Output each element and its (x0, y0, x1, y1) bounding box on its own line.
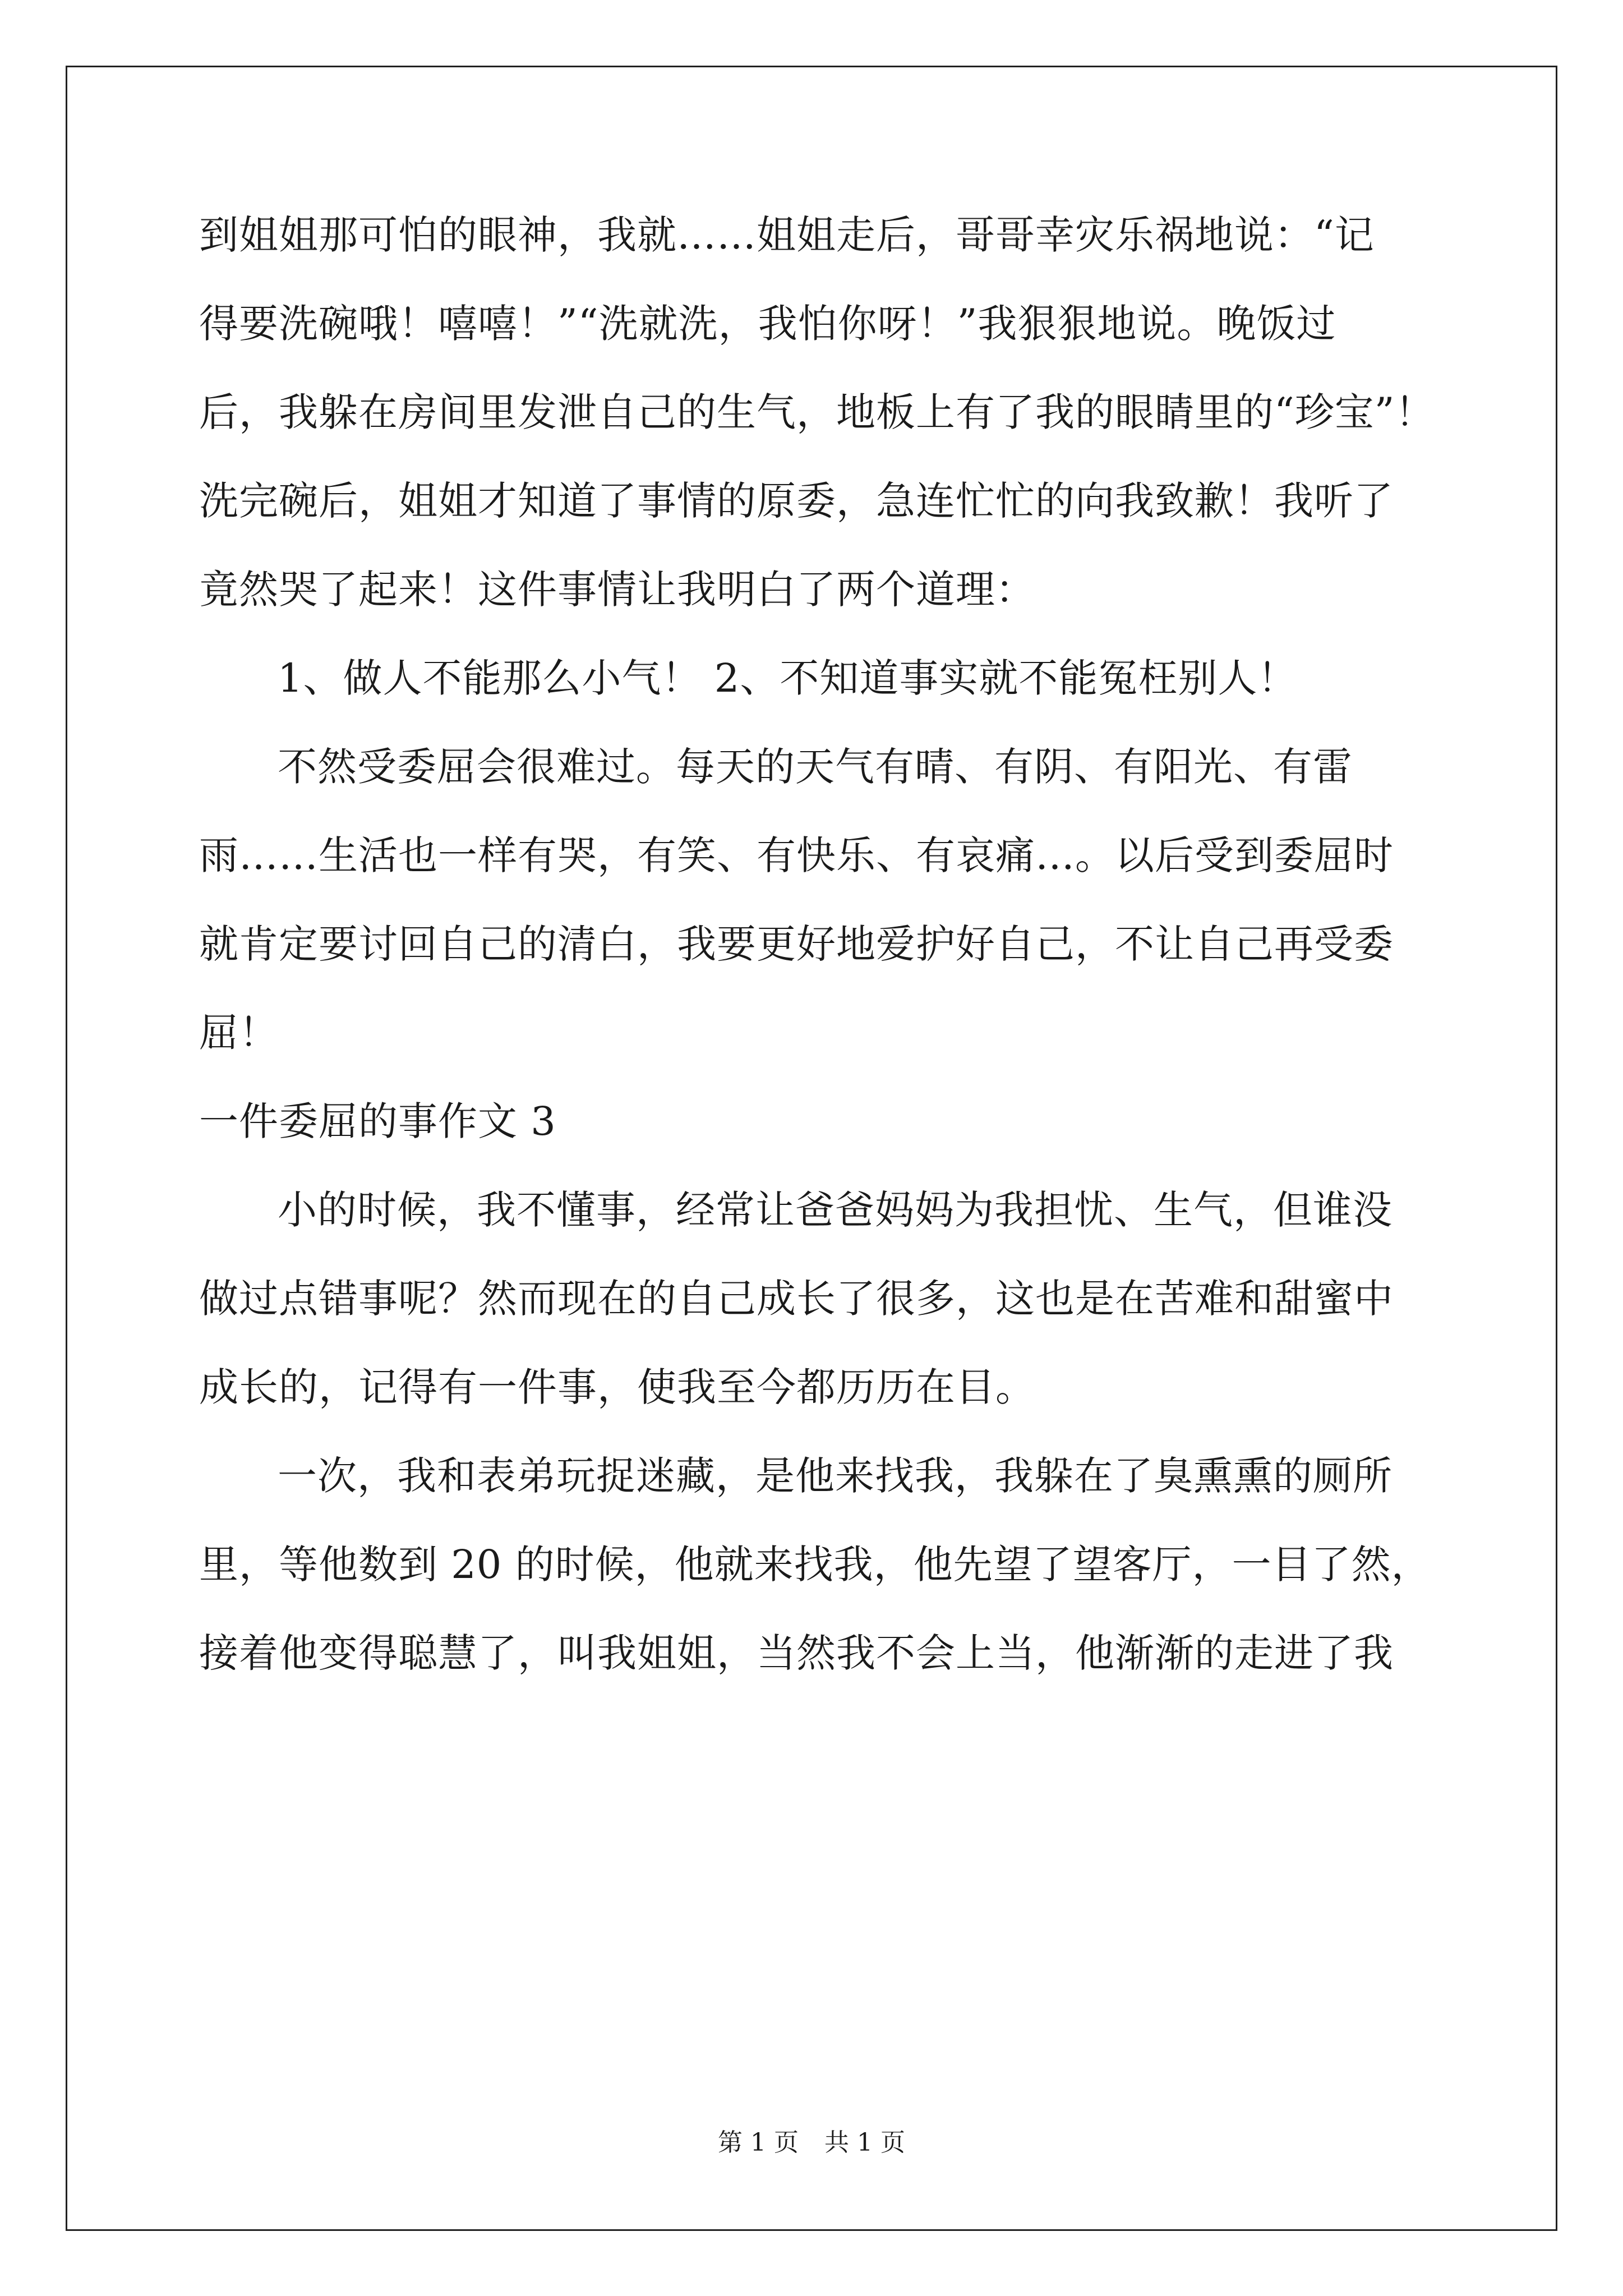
text-line: 一次，我和表弟玩捉迷藏，是他来找我，我躲在了臭熏熏的厕所 (278, 1453, 1393, 1499)
text-line: 接着他变得聪慧了，叫我姐姐，当然我不会上当，他渐渐的走进了我 (199, 1630, 1394, 1676)
text-line: 屈！ (199, 1010, 279, 1056)
page-footer (0, 2126, 1623, 2160)
text-line: 到姐姐那可怕的眼神，我就……姐姐走后，哥哥幸灾乐祸地说：“记 (199, 212, 1375, 258)
text-line: 竟然哭了起来！这件事情让我明白了两个道理： (199, 567, 1035, 613)
text-line: 后，我躲在房间里发泄自己的生气，地板上有了我的眼睛里的“珍宝”！ (199, 389, 1435, 435)
text-line: 得要洗碗哦！嘻嘻！”“洗就洗，我怕你呀！”我狠狠地说。晚饭过 (199, 301, 1336, 347)
text-line: 里，等他数到 20 的时候，他就来找我，他先望了望客厅，一目了然， (199, 1542, 1431, 1588)
text-line: 洗完碗后，姐姐才知道了事情的原委，急连忙忙的向我致歉！我听了 (199, 478, 1394, 524)
text-line: 雨……生活也一样有哭，有笑、有快乐、有哀痛…。以后受到委屈时 (199, 832, 1394, 878)
text-line: 做过点错事呢？然而现在的自己成长了很多，这也是在苦难和甜蜜中 (199, 1276, 1394, 1322)
text-line: 1、做人不能那么小气！ 2、不知道事实就不能冤枉别人！ (278, 655, 1298, 701)
text-line: 不然受委屈会很难过。每天的天气有晴、有阴、有阳光、有雷 (278, 744, 1353, 790)
page-total: 共 1 页 (824, 2128, 905, 2157)
section-heading: 一件委屈的事作文 3 (199, 1098, 556, 1144)
document-body (199, 191, 1436, 1697)
text-line: 小的时候，我不懂事，经常让爸爸妈妈为我担忧、生气，但谁没 (278, 1187, 1393, 1233)
text-line: 就肯定要讨回自己的清白，我要更好地爱护好自己，不让自己再受委 (199, 921, 1394, 967)
page-number: 第 1 页 (718, 2128, 799, 2157)
text-line: 成长的，记得有一件事，使我至今都历历在目。 (199, 1364, 1035, 1410)
